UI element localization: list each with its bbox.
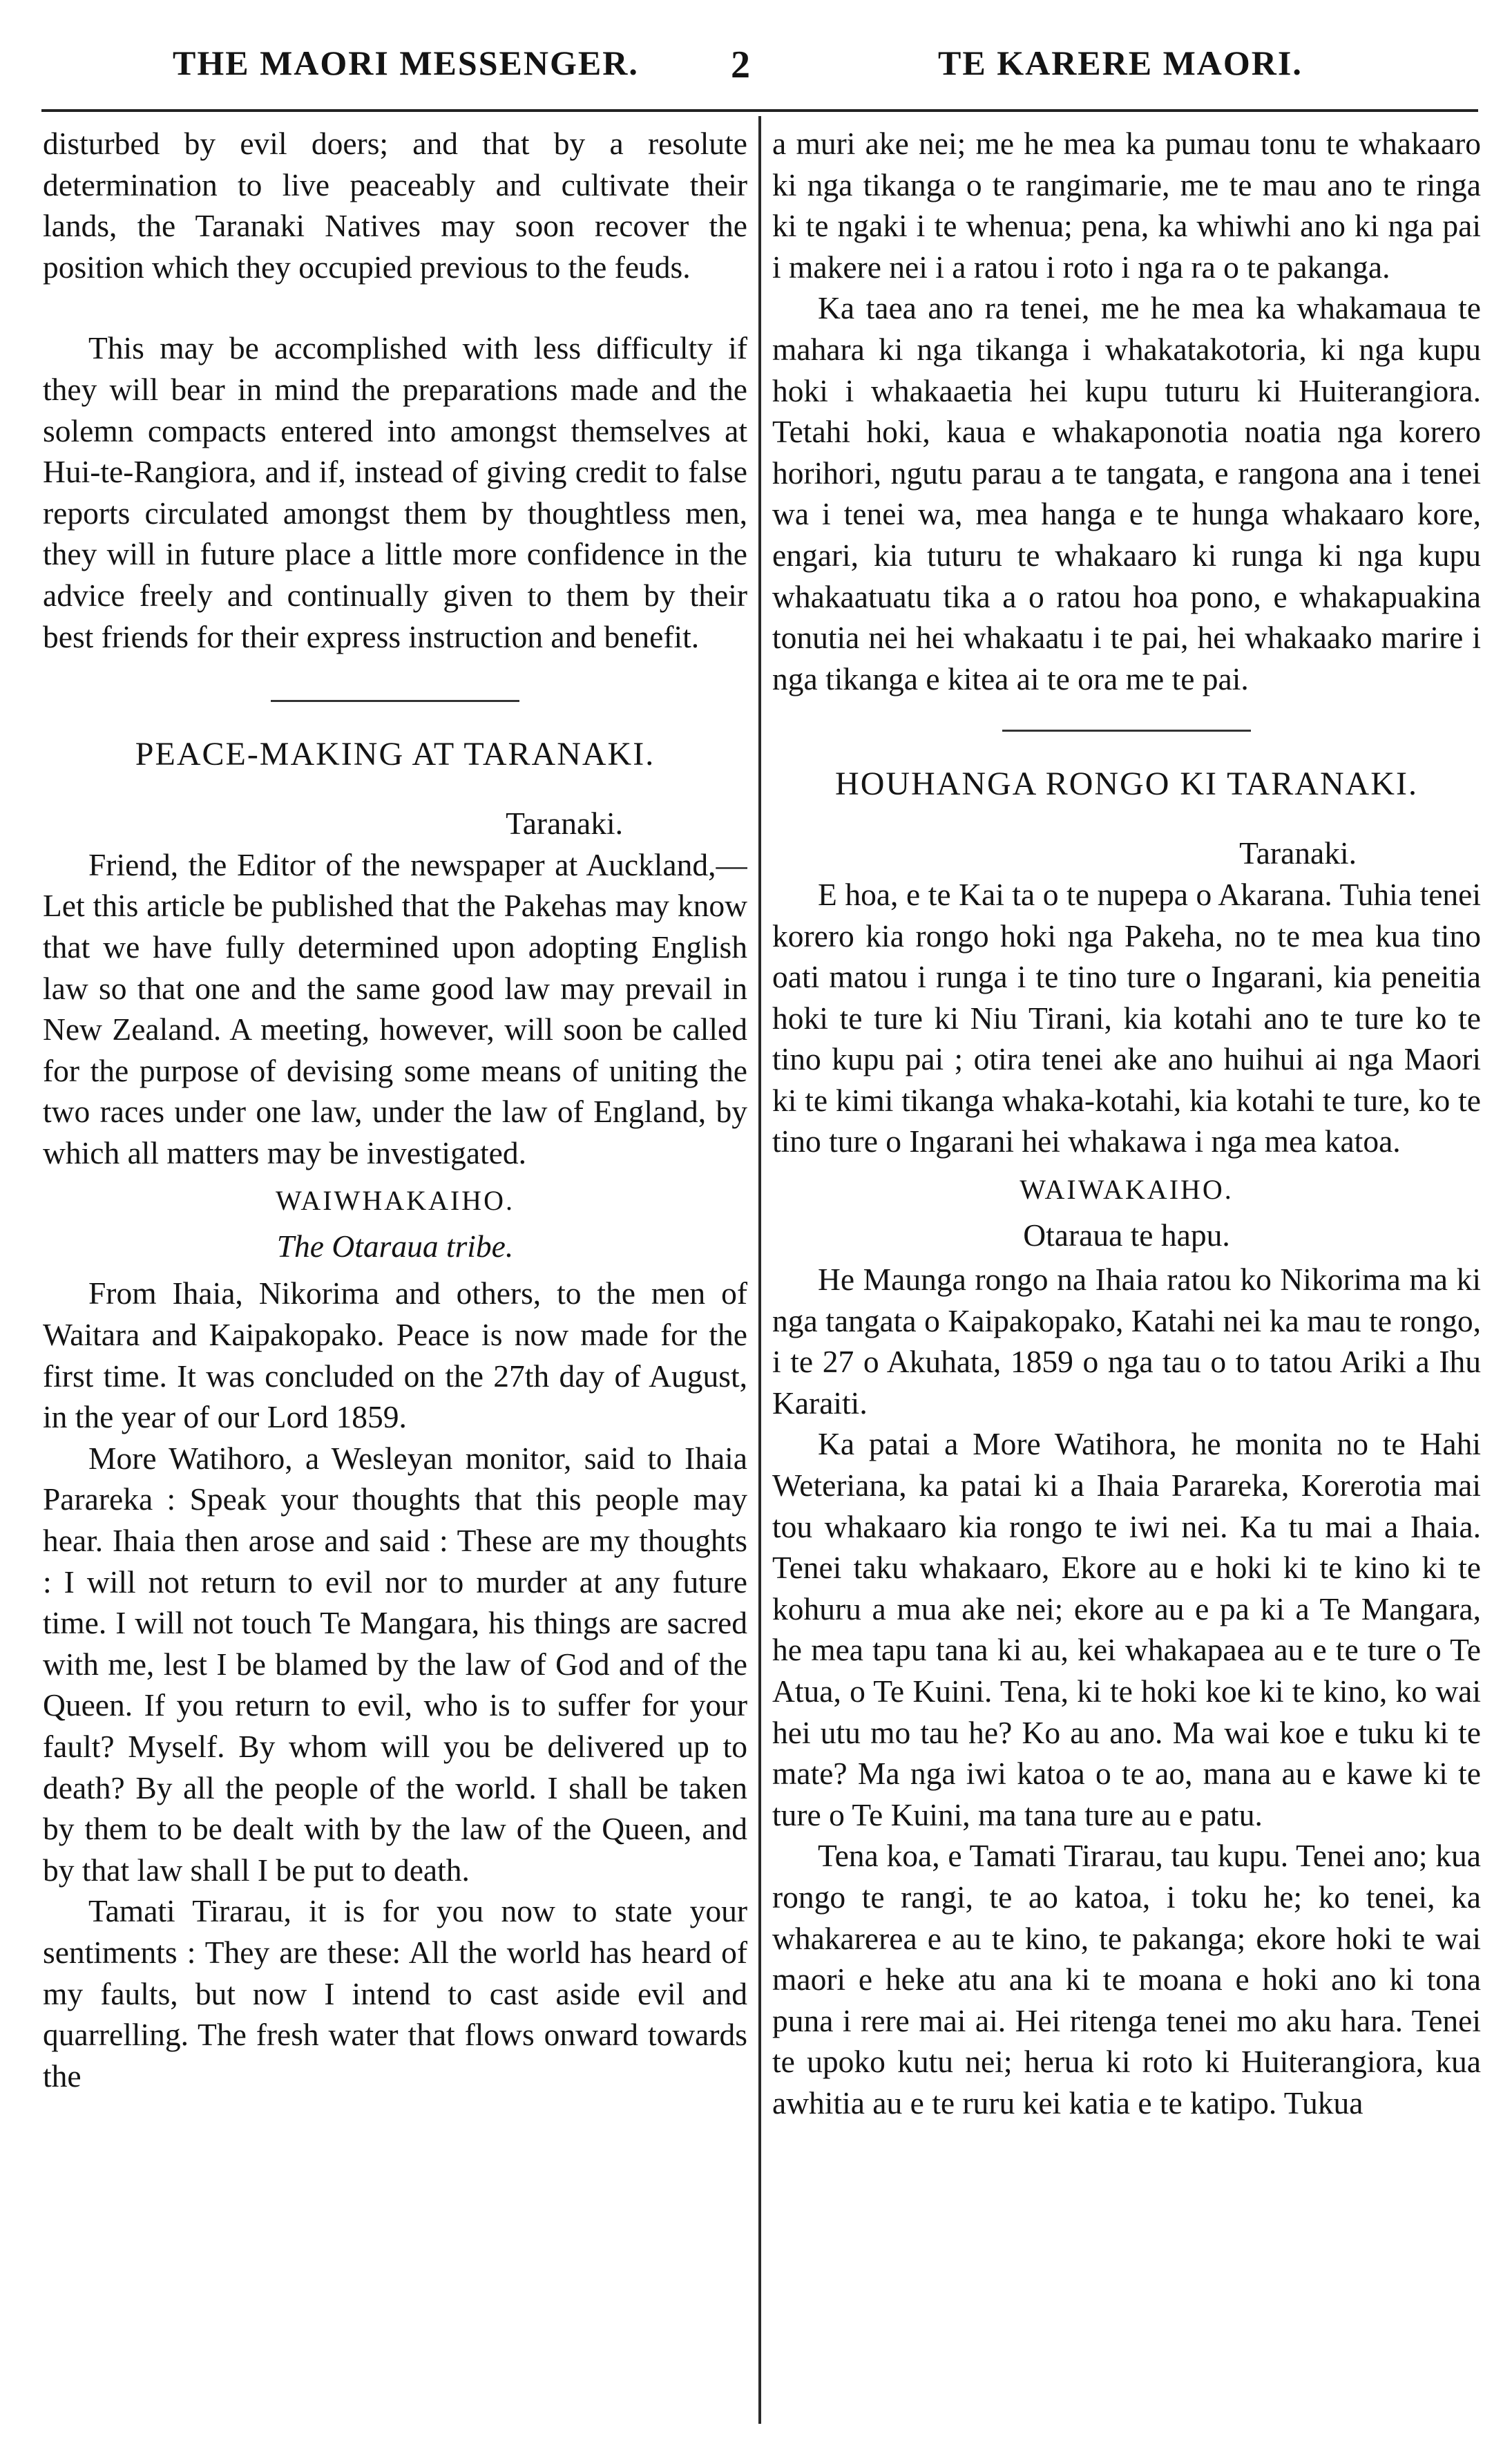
paragraph-from: From Ihaia, Nikorima and others, to the men of Waitara and Kaipakopako. Peace is now made for the first time. It was concluded on the 27th day of August, in the year of our Lord 1859. bbox=[43, 1275, 747, 1435]
letter-paragraph: E hoa, e te Kai ta o te nupepa o Akarana. Tuhia tenei korero kia rongo hoki nga Pakeha, no te mea kua tino oati matou i runga i te tino ture o Ingarani, kia peneitia hoki te ture ki Niu Tirani, kia kotahi ano te ture ko te tino kupu pai ; otira tenei ake ano huihui ai nga Maori ki te kimi tikanga whaka-kotahi, kia kotahi te ture, ko te tino ture o Ingarani hei whakawa i nga mea katoa. bbox=[772, 876, 1481, 1159]
paragraph-gap bbox=[43, 287, 747, 328]
intro-paragraph-2: Ka taea ano ra tenei, me he mea ka whakamaua te mahara ki nga tikanga i whakatakotoria, ki nga kupu hoki i whakaaetia hei kupu tuturu ki Huiterangiora. Tetahi hoki, kaua e whakaponotia noatia nga korero horihori, ngutu parau a te tangata, e rangona ana i tenei wa i tenei wa, mea hanga e te hunga whakaaro kore, engari, kia tuturu te whakaaro ki runga ki nga kupu whakaatuatu tika a o ratou hoa pono, e whakapuakina tonutia nei hei whakaatu i te pai, hei whakaako marire i nga tikanga e kitea ai te ora me te pai. bbox=[772, 290, 1481, 696]
header-rule bbox=[41, 109, 1478, 112]
subheading-place: WAIWHAKAIHO. bbox=[276, 1185, 515, 1217]
page-header bbox=[0, 43, 1512, 105]
masthead-english: THE MAORI MESSENGER. bbox=[173, 44, 639, 82]
letter-paragraph: Friend, the Editor of the newspaper at Auckland,—Let this article be published that the Pakehas may know that we have fully determined upon adopting English law so that one and the same good law may prevail in New Zealand. A meeting, however, will soon be called for the purpose of devising some means of uniting the two races under one law, under the law of England, by which all matters may be investigated. bbox=[43, 846, 747, 1170]
dateline-place: Taranaki. bbox=[1239, 835, 1357, 871]
intro-paragraph-1: disturbed by evil doers; and that by a resolute determination to live peaceably and cultivate their lands, the Taranaki Natives may soon recover the position which they occupied previous to the feuds. bbox=[43, 126, 747, 285]
subheading-tribe: The Otaraua tribe. bbox=[276, 1228, 514, 1264]
intro-paragraph-2: This may be accomplished with less difficulty if they will bear in mind the preparations made and the solemn compacts entered into amongst themselves at Hui-te-Rangiora, and if, instead of giving credit to false reports circulated amongst them by thoughtless men, they will in future place a little more confidence in the advice freely and continually given to them by their best friends for their express instruction and benefit. bbox=[43, 330, 747, 654]
paragraph-tamati: Tamati Tirarau, it is for you now to state your sentiments : They are these: All the world has heard of my faults, but now I intend to cast aside evil and quarrelling. The fresh water that flows onward towards the bbox=[43, 1893, 747, 2094]
paragraph-more: More Watihoro, a Wesleyan monitor, said to Ihaia Parareka : Speak your thoughts that this people may hear. Ihaia then arose and said : These are my thoughts : I will not return to evil nor to murder at any future time. I will not touch Te Mangara, his things are sacred with me, lest I be blamed by the law of God and of the Queen. If you return to evil, who is to suffer for your fault? Myself. By whom will you be delivered up to death? By all the people of the world. I shall be taken by them to be dealt with by the law of the Queen, and by that law shall I be put to death. bbox=[43, 1440, 747, 1888]
english-column bbox=[43, 123, 747, 2424]
dateline-place: Taranaki. bbox=[506, 806, 623, 842]
article-heading: PEACE-MAKING AT TARANAKI. bbox=[135, 736, 655, 773]
subheading-tribe: Otaraua te hapu. bbox=[1023, 1217, 1230, 1253]
column-divider bbox=[758, 116, 761, 2424]
section-rule bbox=[1002, 730, 1251, 732]
masthead-maori: TE KARERE MAORI. bbox=[938, 44, 1303, 82]
intro-paragraph-1: a muri ake nei; me he mea ka pumau tonu te whakaaro ki nga tikanga o te rangimarie, me te mau ano te ringa ki te ngaki i te whenua; pena, ka whiwhi ano ki nga pai i makere nei i a ratou i roto i nga ra o te pakanga. bbox=[772, 126, 1481, 285]
paragraph-maunga: He Maunga rongo na Ihaia ratou ko Nikorima ma ki nga tangata o Kaipakopako, Katahi nei ka mau te rongo, i te 27 o Akuhata, 1859 o nga tau o to tatou Ariki a Ihu Karaiti. bbox=[772, 1262, 1481, 1421]
subheading-place: WAIWAKAIHO. bbox=[1020, 1174, 1234, 1206]
article-heading: HOUHANGA RONGO KI TARANAKI. bbox=[835, 766, 1418, 803]
paragraph-tena: Tena koa, e Tamati Tirarau, tau kupu. Tenei ano; kua rongo te rangi, te ao katoa, i toku he; ko tenei, ka whakarerea e au te kino, te pakanga; ekore hoki te wai maori e heke atu ana ki te moana e hoki ano ki tona puna i rere mai ai. Hei ritenga tenei mo aku hara. Tenei te upoko kutu nei; herua ki roto ki Huiterangiora, kua awhitia au e te ruru kei katia e te katipo. Tukua bbox=[772, 1838, 1481, 2120]
paragraph-patai: Ka patai a More Watihora, he monita no te Hahi Weteriana, ka patai ki a Ihaia Parareka, Korerotia mai tou whakaaro kia rongo te iwi nei. Ka tu mai a Ihaia. Tenei taku whakaaro, Ekore au e hoki ki te kino ki te kohuru a mua ake nei; ekore au e pa ki a Te Mangara, he mea tapu tana ki au, kei whakapaea au e te ture o Te Atua, o Te Kuini. Tena, ki te hoki koe ki te kino, ko wai hei utu mo tau he? Ko au ano. Ma wai koe e tuku ki te mate? Ma nga iwi katoa o te ao, mana au e kawe ki te ture o Te Kuini, ma tana ture au e patu. bbox=[772, 1426, 1481, 1832]
maori-column bbox=[772, 123, 1481, 2424]
section-rule bbox=[271, 700, 519, 702]
page-number: 2 bbox=[731, 44, 752, 86]
